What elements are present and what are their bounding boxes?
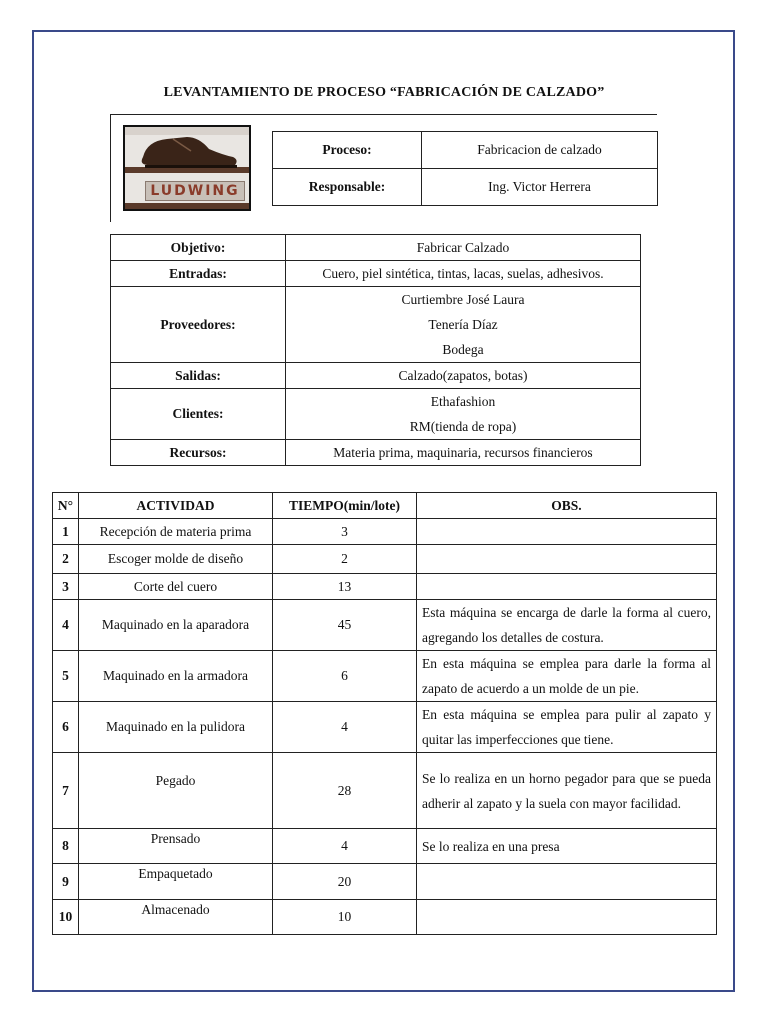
- row-number: 5: [53, 651, 79, 702]
- proveedores-values: [286, 287, 641, 363]
- responsable-value: Ing. Victor Herrera: [422, 169, 658, 206]
- cliente-item: Ethafashion: [430, 394, 496, 409]
- objetivo-row: [111, 235, 641, 261]
- recursos-row: [111, 440, 641, 466]
- row-tiempo: 4: [273, 829, 417, 864]
- row-obs: [417, 900, 717, 935]
- proveedores-row: [111, 287, 641, 363]
- row-tiempo: 10: [273, 900, 417, 935]
- row-obs: [417, 864, 717, 900]
- row-tiempo: 4: [273, 702, 417, 753]
- responsable-label: Responsable:: [273, 169, 422, 206]
- row-obs: En esta máquina se emplea para darle la forma al zapato de acuerdo a un molde de un pie.: [417, 651, 717, 702]
- row-number: 1: [53, 519, 79, 545]
- table-row: [53, 829, 717, 864]
- row-obs: Se lo realiza en una presa: [417, 829, 717, 864]
- row-actividad: Almacenado: [79, 900, 273, 935]
- row-actividad: Empaquetado: [79, 864, 273, 900]
- salidas-row: [111, 363, 641, 389]
- header-actividad: ACTIVIDAD: [79, 493, 273, 519]
- process-table: [272, 131, 658, 206]
- proveedor-item: Curtiembre José Laura: [401, 292, 525, 307]
- table-row: [53, 651, 717, 702]
- process-value: Fabricacion de calzado: [422, 132, 658, 169]
- row-number: 4: [53, 600, 79, 651]
- row-tiempo: 13: [273, 574, 417, 600]
- table-row: [53, 519, 717, 545]
- shoe-logo-icon: [125, 127, 249, 183]
- row-number: 8: [53, 829, 79, 864]
- row-number: 3: [53, 574, 79, 600]
- table-row: [53, 753, 717, 829]
- row-actividad: Prensado: [79, 829, 273, 864]
- clientes-values: [286, 389, 641, 440]
- entradas-value: Cuero, piel sintética, tintas, lacas, suelas, adhesivos.: [286, 261, 641, 287]
- row-number: 6: [53, 702, 79, 753]
- proveedor-item: Tenería Díaz: [428, 317, 498, 332]
- cliente-item: RM(tienda de ropa): [409, 419, 517, 434]
- row-tiempo: 2: [273, 545, 417, 574]
- header-obs: OBS.: [417, 493, 717, 519]
- row-actividad: Pegado: [79, 753, 273, 829]
- salidas-label: Salidas:: [111, 363, 286, 389]
- table-row: [53, 702, 717, 753]
- row-obs: Se lo realiza en un horno pegador para que se pueda adherir al zapato y la suela con mayor facilidad.: [417, 753, 717, 829]
- row-tiempo: 6: [273, 651, 417, 702]
- clientes-label: Clientes:: [111, 389, 286, 440]
- row-actividad: Corte del cuero: [79, 574, 273, 600]
- proveedor-item: Bodega: [442, 342, 484, 357]
- recursos-value: Materia prima, maquinaria, recursos financieros: [286, 440, 641, 466]
- row-number: 9: [53, 864, 79, 900]
- table-row: [53, 545, 717, 574]
- row-tiempo: 45: [273, 600, 417, 651]
- entradas-label: Entradas:: [111, 261, 286, 287]
- salidas-value: Calzado(zapatos, botas): [286, 363, 641, 389]
- table-row: [53, 600, 717, 651]
- table-row: [53, 574, 717, 600]
- activities-header-row: [53, 493, 717, 519]
- responsable-row: [273, 169, 658, 206]
- row-obs: Esta máquina se encarga de darle la forma al cuero, agregando los detalles de costura.: [417, 600, 717, 651]
- recursos-label: Recursos:: [111, 440, 286, 466]
- row-tiempo: 20: [273, 864, 417, 900]
- clientes-row: [111, 389, 641, 440]
- table-row: [53, 900, 717, 935]
- row-number: 2: [53, 545, 79, 574]
- table-row: [53, 864, 717, 900]
- row-actividad: Recepción de materia prima: [79, 519, 273, 545]
- row-obs: [417, 574, 717, 600]
- row-number: 10: [53, 900, 79, 935]
- row-tiempo: 3: [273, 519, 417, 545]
- row-actividad: Maquinado en la aparadora: [79, 600, 273, 651]
- logo-brand-text: LUDWING: [145, 181, 245, 201]
- row-actividad: Maquinado en la armadora: [79, 651, 273, 702]
- row-actividad: Escoger molde de diseño: [79, 545, 273, 574]
- process-row: [273, 132, 658, 169]
- activities-table: [52, 492, 717, 935]
- objetivo-value: Fabricar Calzado: [286, 235, 641, 261]
- row-obs: [417, 545, 717, 574]
- header-number: N°: [53, 493, 79, 519]
- company-logo: [123, 125, 251, 211]
- objetivo-label: Objetivo:: [111, 235, 286, 261]
- row-tiempo: 28: [273, 753, 417, 829]
- process-label: Proceso:: [273, 132, 422, 169]
- row-actividad: Maquinado en la pulidora: [79, 702, 273, 753]
- entradas-row: [111, 261, 641, 287]
- row-obs: En esta máquina se emplea para pulir al zapato y quitar las imperfecciones que tiene.: [417, 702, 717, 753]
- header-tiempo: TIEMPO(min/lote): [273, 493, 417, 519]
- process-info-table: [110, 234, 641, 466]
- proveedores-label: Proveedores:: [111, 287, 286, 363]
- document-title: LEVANTAMIENTO DE PROCESO “FABRICACIÓN DE CALZADO”: [163, 85, 605, 100]
- row-number: 7: [53, 753, 79, 829]
- row-obs: [417, 519, 717, 545]
